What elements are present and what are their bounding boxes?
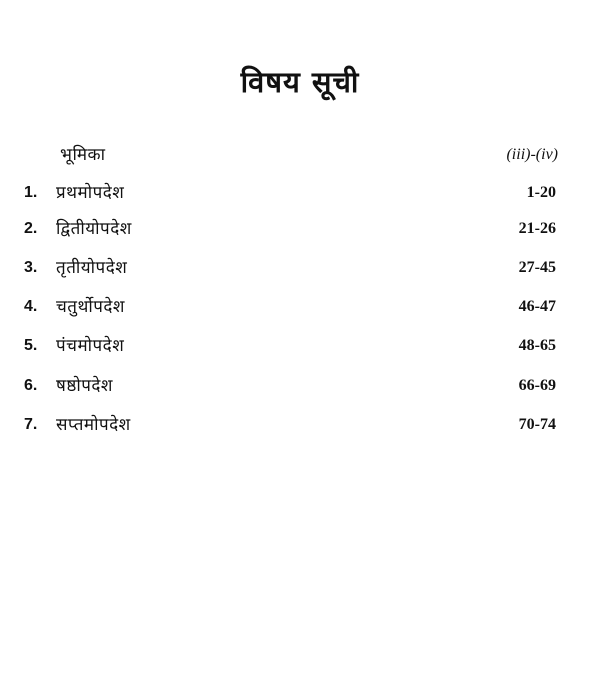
toc-entry-pages: 1-20 <box>526 184 556 201</box>
toc-entry <box>0 331 600 361</box>
toc-entry-pages: (iii)-(iv) <box>506 146 558 163</box>
toc-entry-label: पंचमोपदेश <box>56 336 125 356</box>
toc-entry-label: द्वितीयोपदेश <box>56 219 132 239</box>
toc-entry-label: चतुर्थोपदेश <box>56 297 125 317</box>
toc-entry-intro <box>0 140 600 170</box>
toc-entry-pages: 21-26 <box>518 220 556 237</box>
toc-entry-number: 2. <box>24 220 38 237</box>
toc-entry <box>0 410 600 440</box>
toc-entry <box>0 214 600 244</box>
toc-entry-pages: 48-65 <box>518 337 556 354</box>
toc-entry-label: तृतीयोपदेश <box>56 258 128 278</box>
toc-entry-pages: 46-47 <box>518 298 556 315</box>
toc-entry <box>0 178 600 208</box>
toc-entry-label: षष्ठोपदेश <box>56 376 113 396</box>
toc-entry-number: 6. <box>24 377 38 394</box>
toc-entry-label: सप्तमोपदेश <box>56 415 131 435</box>
toc-entry-number: 5. <box>24 337 38 354</box>
toc-entry-number: 3. <box>24 259 38 276</box>
toc-entry-pages: 66-69 <box>518 377 556 394</box>
toc-entry <box>0 253 600 283</box>
toc-entry-label: प्रथमोपदेश <box>56 183 125 203</box>
toc-entry-label: भूमिका <box>60 145 106 165</box>
page-title: विषय सूची <box>240 65 360 99</box>
toc-entry <box>0 292 600 322</box>
toc-entry-number: 1. <box>24 184 38 201</box>
toc-entry-number: 7. <box>24 416 38 433</box>
toc-entry-pages: 27-45 <box>518 259 556 276</box>
toc-entry-pages: 70-74 <box>518 416 556 433</box>
toc-entry-number: 4. <box>24 298 38 315</box>
toc-entry <box>0 371 600 401</box>
